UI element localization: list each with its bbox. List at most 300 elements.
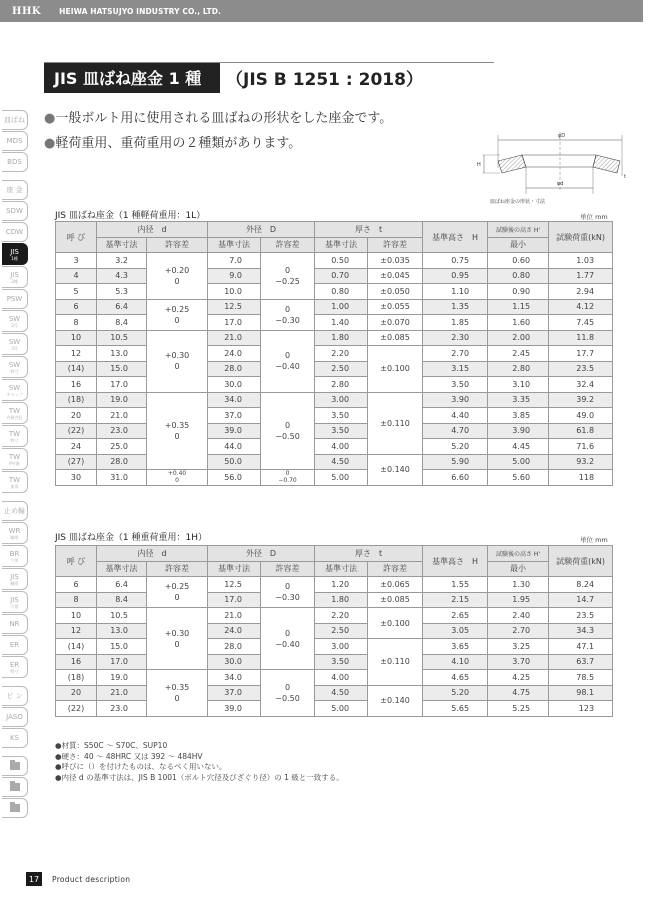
cell-D: 56.0 [208,470,261,486]
cell-nominal: 8 [56,592,97,608]
cell-load: 23.5 [549,608,613,624]
cell-t-tol: ±0.140 [368,454,423,485]
cell-H-after: 5.25 [488,701,549,717]
unit-label: 単位 mm [580,536,608,544]
table-row [56,685,613,701]
sidebar-tab[interactable] [2,243,28,265]
cell-t: 0.70 [315,268,368,284]
header-bar [0,0,643,22]
table-row [56,377,613,393]
cell-t: 4.00 [315,670,368,686]
cell-D: 34.0 [208,670,261,686]
cell-t: 1.80 [315,592,368,608]
col-thickness: 厚さ t [315,222,423,238]
cell-nominal: 5 [56,284,97,300]
cell-load: 63.7 [549,654,613,670]
cell-t-tol: ±0.140 [368,685,423,716]
cell-nominal: (22) [56,423,97,439]
cell-load: 49.0 [549,408,613,424]
cell-H-after: 4.45 [488,439,549,455]
col-outer-diameter: 外径 D [208,546,315,562]
cell-t: 3.50 [315,654,368,670]
cell-d: 25.0 [97,439,147,455]
table-row [56,253,613,269]
cell-H: 1.85 [423,315,488,331]
cell-load: 2.94 [549,284,613,300]
cell-t-tol: ±0.100 [368,608,423,639]
cell-d: 10.5 [97,608,147,624]
cell-nominal: 30 [56,470,97,486]
cell-H-after: 0.80 [488,268,549,284]
cell-t: 4.00 [315,439,368,455]
col-height-after-test: 試験後の高さ H' [488,546,549,562]
sidebar-tab[interactable] [2,356,28,378]
cell-t: 0.80 [315,284,368,300]
sidebar-tab[interactable] [2,131,28,151]
sidebar-tab[interactable] [2,266,28,288]
cell-t-tol: ±0.035 [368,253,423,269]
cell-D-tol: 0 −0.50 [261,670,315,717]
sidebar-tab[interactable] [2,180,28,200]
cell-nominal: 24 [56,439,97,455]
cell-D: 30.0 [208,654,261,670]
sidebar-tab-label: ピ ン [6,692,23,700]
col-d-tol: 許容差 [147,237,208,253]
note-material: ●材質：S50C ～ S70C、SUP10 [55,741,168,750]
footer-label: Product description [52,874,131,884]
cell-H-after: 3.10 [488,377,549,393]
cell-load: 98.1 [549,685,613,701]
sidebar-tab-sublabel: 軸用 [10,534,19,540]
cell-H-after: 1.30 [488,577,549,593]
sidebar-tab[interactable] [2,656,28,678]
intro-line: ●一般ボルト用に使用される皿ばねの形状をした座金です。 [44,111,393,126]
cell-d: 8.4 [97,315,147,331]
table-row [56,592,613,608]
washer-diagram [460,128,630,210]
cell-nominal: 12 [56,623,97,639]
cell-d: 31.0 [97,470,147,486]
cell-H: 1.10 [423,284,488,300]
cell-H-after: 2.80 [488,361,549,377]
cell-load: 4.12 [549,299,613,315]
washer-cross-section-icon [460,128,630,198]
sidebar-tab-sublabel: 2号 [11,322,18,328]
sidebar-folder-tab[interactable] [2,798,28,818]
cell-t-tol: ±0.045 [368,268,423,284]
sidebar-tab-label: KS [9,734,20,742]
sidebar-tab-sublabel: P外歯 [9,460,20,466]
table-heavy-title: JIS 皿ばね座金（1 種重荷重用：1H） [55,533,207,543]
cell-H-after: 1.60 [488,315,549,331]
cell-d: 13.0 [97,623,147,639]
col-height-after-test: 試験後の高さ H' [488,222,549,238]
table-row [56,623,613,639]
col-t-tol: 許容差 [368,561,423,577]
cell-H-after: 3.85 [488,408,549,424]
sidebar-tab-label: 座 金 [6,186,23,194]
cell-D: 50.0 [208,454,261,470]
table-row [56,392,613,408]
header-row [56,546,613,562]
sidebar-tab[interactable] [2,568,28,590]
cell-D: 30.0 [208,377,261,393]
cell-t: 1.80 [315,330,368,346]
cell-H-after: 5.60 [488,470,549,486]
cell-t: 0.50 [315,253,368,269]
cell-H: 5.20 [423,685,488,701]
table-row [56,423,613,439]
cell-H-after: 4.25 [488,670,549,686]
sidebar-tab-sublabel: 皿形 [10,483,19,489]
cell-D-tol: 0 −0.70 [261,470,315,486]
cell-load: 11.8 [549,330,613,346]
cell-nominal: 10 [56,330,97,346]
cell-t-tol: ±0.110 [368,392,423,454]
table-row [56,299,613,315]
title-standard: （JIS B 1251 : 2018） [226,70,423,90]
cell-nominal: 12 [56,346,97,362]
cell-nominal: 16 [56,654,97,670]
cell-D: 44.0 [208,439,261,455]
sidebar-tab-label: TW [8,452,21,461]
cell-nominal: (27) [56,454,97,470]
header-subrow [56,237,613,253]
cell-d-tol: +0.25 0 [147,577,208,608]
table-row [56,701,613,717]
cell-d: 15.0 [97,361,147,377]
cell-nominal: 20 [56,685,97,701]
cell-d: 28.0 [97,454,147,470]
sidebar-tab[interactable] [2,448,28,470]
table-row [56,408,613,424]
table-row [56,654,613,670]
cell-load: 32.4 [549,377,613,393]
col-d-tol: 許容差 [147,561,208,577]
cell-t: 2.50 [315,361,368,377]
cell-H-after: 2.40 [488,608,549,624]
svg-text:φD: φD [558,133,566,139]
cell-load: 14.7 [549,592,613,608]
sidebar-folder-tab[interactable] [2,756,28,776]
unit-label: 単位 mm [580,213,608,221]
cell-load: 61.8 [549,423,613,439]
sidebar-tab-label: TW [8,475,21,484]
cell-load: 1.77 [549,268,613,284]
col-D-tol: 許容差 [261,561,315,577]
cell-d-tol: +0.25 0 [147,299,208,330]
col-thickness: 厚さ t [315,546,423,562]
sidebar-tab-label: PSW [6,295,23,303]
cell-load: 1.03 [549,253,613,269]
cell-nominal: 10 [56,608,97,624]
cell-d: 8.4 [97,592,147,608]
sidebar-tab[interactable] [2,728,28,748]
col-t-tol: 許容差 [368,237,423,253]
col-t-base: 基準寸法 [315,561,368,577]
cell-D-tol: 0 −0.30 [261,577,315,608]
cell-nominal: (14) [56,361,97,377]
cell-t-tol: ±0.085 [368,592,423,608]
cell-H: 3.90 [423,392,488,408]
cell-D: 10.0 [208,284,261,300]
cell-load: 17.7 [549,346,613,362]
cell-H-after: 5.00 [488,454,549,470]
company-name: HEIWA HATSUJYO INDUSTRY CO., LTD. [59,6,222,16]
col-min: 最小 [488,561,549,577]
folder-icon [10,804,20,812]
svg-text:φd: φd [557,181,564,187]
cell-load: 47.1 [549,639,613,655]
sidebar-tab[interactable] [2,471,28,493]
cell-H: 1.35 [423,299,488,315]
cell-nominal: 20 [56,408,97,424]
cell-load: 23.5 [549,361,613,377]
col-outer-diameter: 外径 D [208,222,315,238]
sidebar-tab[interactable] [2,501,28,521]
sidebar-tab[interactable] [2,425,28,447]
sidebar-tab-label: JASO [6,713,23,721]
sidebar-tab[interactable] [2,222,28,242]
cell-H: 2.15 [423,592,488,608]
sidebar-tab-sublabel: 穴用 [10,557,19,563]
cell-D-tol: 0 −0.25 [261,253,315,300]
sidebar-tab[interactable] [2,152,28,172]
sidebar-tab[interactable] [2,545,28,567]
sidebar-tab-label: BR [9,549,20,558]
cell-H-after: 4.75 [488,685,549,701]
folder-icon [10,783,20,791]
cell-d-tol: +0.35 0 [147,392,208,470]
cell-nominal: (22) [56,701,97,717]
sidebar-tab[interactable] [2,201,28,221]
sidebar-tab-label: CDW [5,228,24,236]
cell-H: 4.65 [423,670,488,686]
sidebar-tab-label: ER [9,641,20,649]
cell-H: 4.40 [423,408,488,424]
table-row [56,268,613,284]
cell-t-tol: ±0.055 [368,299,423,315]
cell-t: 5.00 [315,470,368,486]
table-row [56,346,613,362]
bullet-icon: ● [44,136,56,151]
cell-D: 24.0 [208,346,261,362]
sidebar-tab-label: BDS [7,158,22,166]
cell-D: 24.0 [208,623,261,639]
cell-d: 10.5 [97,330,147,346]
table-row [56,639,613,655]
cell-t: 1.40 [315,315,368,331]
table-row [56,670,613,686]
cell-t: 3.50 [315,408,368,424]
cell-d-tol: +0.35 0 [147,670,208,717]
cell-H-after: 3.70 [488,654,549,670]
cell-H-after: 3.35 [488,392,549,408]
sidebar-tab-sublabel: 特寸 [10,437,19,443]
cell-d: 17.0 [97,377,147,393]
cell-H-after: 1.95 [488,592,549,608]
sidebar-tab-label: SW [8,314,21,323]
col-d-base: 基準寸法 [97,561,147,577]
cell-H: 0.75 [423,253,488,269]
cell-d-tol: +0.20 0 [147,253,208,300]
sidebar-tab[interactable] [2,707,28,727]
cell-D: 37.0 [208,408,261,424]
cell-t-tol: ±0.110 [368,639,423,686]
sidebar-tab-label: TW [8,429,21,438]
sidebar-tab[interactable] [2,522,28,544]
cell-d: 19.0 [97,392,147,408]
company-logo: HHK [12,5,42,17]
cell-d: 6.4 [97,577,147,593]
page-number: 17 [26,872,42,886]
cell-H: 2.65 [423,608,488,624]
sidebar-tab-label: SDW [6,207,23,215]
cell-d: 23.0 [97,423,147,439]
cell-t: 2.20 [315,608,368,624]
cell-H-after: 2.00 [488,330,549,346]
cell-D: 21.0 [208,608,261,624]
cell-d-tol: +0.30 0 [147,330,208,392]
sidebar-tab[interactable] [2,686,28,706]
cell-load: 78.5 [549,670,613,686]
cell-d-tol: +0.40 0 [147,470,208,486]
folder-icon [10,762,20,770]
intro-text [44,106,392,156]
sidebar-tab-label: ER [9,660,20,669]
table-row [56,284,613,300]
cell-D: 34.0 [208,392,261,408]
cell-H: 0.95 [423,268,488,284]
cell-H: 3.65 [423,639,488,655]
sidebar-tab[interactable] [2,402,28,424]
cell-H-after: 3.90 [488,423,549,439]
cell-load: 34.3 [549,623,613,639]
sidebar-tab-label: JIS [10,595,19,604]
cell-H-after: 3.25 [488,639,549,655]
cell-D-tol: 0 −0.40 [261,330,315,392]
cell-nominal: 8 [56,315,97,331]
cell-t: 4.50 [315,454,368,470]
cell-d: 6.4 [97,299,147,315]
col-nominal: 呼 び [56,546,97,577]
cell-t: 3.00 [315,392,368,408]
cell-H: 4.70 [423,423,488,439]
table-row [56,439,613,455]
cell-d: 13.0 [97,346,147,362]
cell-t-tol: ±0.065 [368,577,423,593]
cell-t: 1.20 [315,577,368,593]
sidebar-tab-label: JIS [10,572,19,581]
sidebar-tab[interactable] [2,310,28,332]
sidebar-tab-label: MDS [6,137,23,145]
cell-H: 5.65 [423,701,488,717]
cell-t: 4.50 [315,685,368,701]
cell-t: 3.50 [315,423,368,439]
note-hardness: ●硬さ：40 ～ 48HRC 又は 392 ～ 484HV [55,751,203,761]
col-D-base: 基準寸法 [208,237,261,253]
sidebar-tab-label: 皿ばね [4,116,25,124]
sidebar-tab-sublabel: キャップ [6,391,23,397]
cell-nominal: 16 [56,377,97,393]
sidebar-tab-label: SW [8,337,21,346]
sidebar-tab[interactable] [2,289,28,309]
cell-t-tol: ±0.070 [368,315,423,331]
cell-d: 15.0 [97,639,147,655]
header-subrow [56,561,613,577]
sidebar-tab-label: TW [8,406,21,415]
col-t-base: 基準寸法 [315,237,368,253]
col-test-load: 試験荷重(kN) [549,546,613,577]
sidebar-tab[interactable] [2,591,28,613]
sidebar-tab-sublabel: 特寸 [10,368,19,374]
cell-D: 37.0 [208,685,261,701]
sidebar [2,110,28,819]
header-row [56,222,613,238]
sidebar-tab[interactable] [2,110,28,130]
sidebar-tab-sublabel: 3号 [11,345,18,351]
cell-load: 39.2 [549,392,613,408]
note-inner-diameter: ●内径 d の基準寸法は、JIS B 1001（ボルト穴径及びざぐり径）の 1 級と一致する。 [55,772,344,782]
sidebar-tab[interactable] [2,333,28,355]
cell-t: 2.50 [315,623,368,639]
cell-D-tol: 0 −0.30 [261,299,315,330]
cell-d-tol: +0.30 0 [147,608,208,670]
col-min: 最小 [488,237,549,253]
cell-D: 7.0 [208,253,261,269]
cell-D: 12.5 [208,299,261,315]
cell-nominal: 6 [56,299,97,315]
sidebar-tab[interactable] [2,635,28,655]
cell-d: 21.0 [97,408,147,424]
table-light [55,221,613,486]
cell-D-tol: 0 −0.50 [261,392,315,470]
svg-text:H: H [477,162,481,168]
sidebar-tab-label: NR [9,620,20,628]
sidebar-tab-label: SW [8,360,21,369]
sidebar-tab-sublabel: 軸用 [10,580,19,586]
cell-t: 5.00 [315,701,368,717]
table-row [56,330,613,346]
cell-t-tol: ±0.100 [368,346,423,393]
title-main: JIS 皿ばね座金 1 種 [44,63,220,93]
col-inner-diameter: 内径 d [97,546,208,562]
sidebar-tab-label: JIS [10,270,19,279]
cell-H-after: 0.60 [488,253,549,269]
cell-H: 2.70 [423,346,488,362]
cell-H-after: 1.15 [488,299,549,315]
sidebar-tab-sublabel: 穴用 [10,603,19,609]
sidebar-tab[interactable] [2,614,28,634]
table-heavy [55,545,613,717]
sidebar-tab[interactable] [2,379,28,401]
cell-load: 7.45 [549,315,613,331]
cell-H: 2.30 [423,330,488,346]
col-d-base: 基準寸法 [97,237,147,253]
cell-H: 3.05 [423,623,488,639]
cell-d: 21.0 [97,685,147,701]
cell-load: 93.2 [549,454,613,470]
cell-d: 5.3 [97,284,147,300]
cell-H: 5.90 [423,454,488,470]
cell-d: 23.0 [97,701,147,717]
page-title [44,62,494,92]
note-parentheses: ●呼びに（）を付けたものは、なるべく用いない。 [55,762,227,771]
cell-D: 17.0 [208,315,261,331]
sidebar-folder-tab[interactable] [2,777,28,797]
cell-H: 5.20 [423,439,488,455]
cell-D-tol: 0 −0.40 [261,608,315,670]
